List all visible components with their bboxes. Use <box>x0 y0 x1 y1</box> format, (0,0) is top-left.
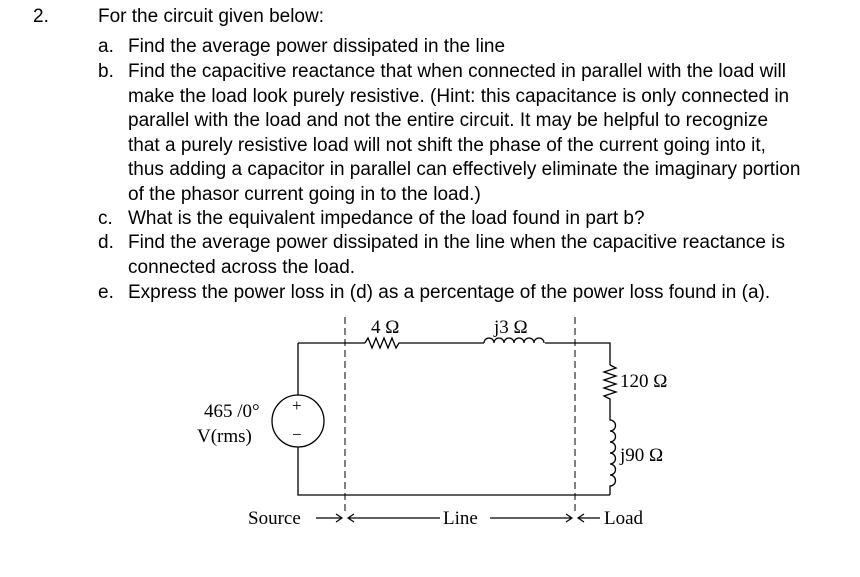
line-resistor-label: 4 Ω <box>371 317 400 338</box>
part-d-line: Find the average power dissipated in the line when the capacitive reactance is <box>128 232 785 253</box>
line-resistor-symbol <box>365 338 402 348</box>
source-section-label: Source <box>248 508 301 529</box>
line-section-label: Line <box>443 508 478 529</box>
load-resistor-label: 120 Ω <box>620 371 668 392</box>
load-arrow <box>578 514 600 522</box>
line-inductor-label: j3 Ω <box>494 317 528 338</box>
question-intro: For the circuit given below: <box>98 6 324 27</box>
question-number: 2. <box>33 6 49 27</box>
part-e-line: Express the power loss in (d) as a percentage of the power loss found in (a). <box>128 282 771 303</box>
line-arrow-left <box>348 514 440 522</box>
part-b-line: of the phasor current going in to the load.) <box>128 183 481 205</box>
source-value-label: 465 /0° <box>204 401 260 422</box>
source-unit-label: V(rms) <box>197 426 252 447</box>
source-plus-sign: + <box>292 396 302 415</box>
load-inductor-label: j90 Ω <box>620 445 664 466</box>
part-a-line: Find the average power dissipated in the line <box>128 36 506 57</box>
part-b-line: make the load look purely resistive. (Hint: this capacitance is only connected in <box>128 85 790 107</box>
line-inductor-symbol <box>484 338 544 343</box>
part-b-line: that a purely resistive load will not shift the phase of the current going into it, <box>128 134 766 156</box>
source-arrow <box>316 514 342 522</box>
part-b-line: Find the capacitive reactance that when connected in parallel with the load will <box>128 61 786 82</box>
source-minus-sign: − <box>292 425 302 444</box>
part-b-marker: b. <box>98 61 114 82</box>
load-inductor-symbol <box>610 403 616 495</box>
part-c-marker: c. <box>98 208 113 229</box>
part-d-marker: d. <box>98 232 114 253</box>
part-a-marker: a. <box>98 36 114 57</box>
part-b-line: thus adding a capacitor in parallel can effectively eliminate the imaginary portion <box>128 159 801 180</box>
load-resistor-symbol <box>604 365 616 403</box>
part-b-line: parallel with the load and not the entire circuit. It may be helpful to recognize <box>128 110 769 131</box>
load-section-label: Load <box>604 508 644 529</box>
part-d-line: connected across the load. <box>128 256 356 278</box>
part-e-marker: e. <box>98 282 114 303</box>
part-c-line: What is the equivalent impedance of the load found in part b? <box>128 208 645 229</box>
line-arrow-right <box>490 514 572 522</box>
